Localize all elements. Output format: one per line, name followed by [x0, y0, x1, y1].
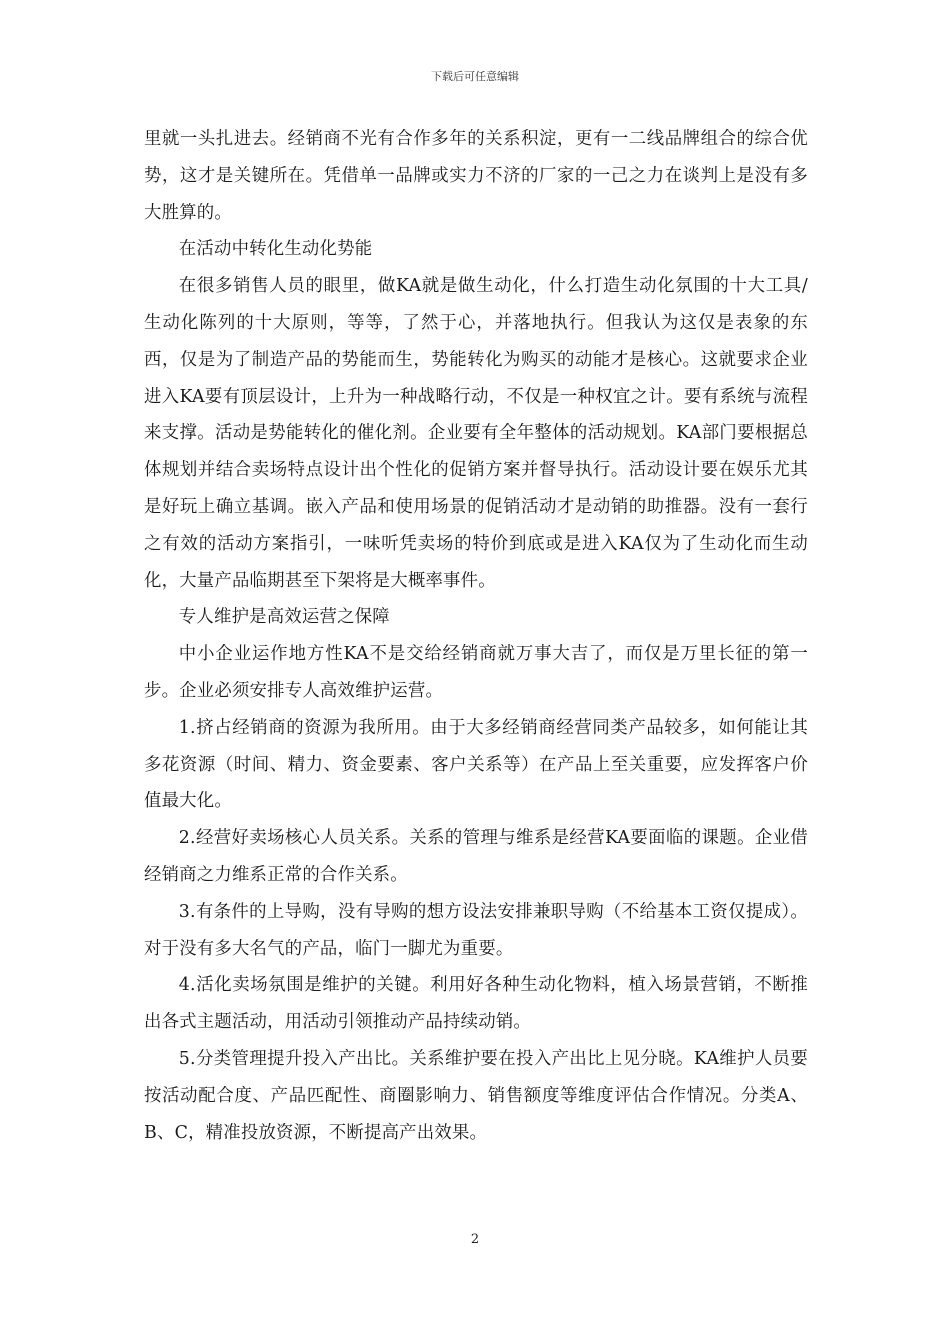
page-header: 下载后可任意编辑 [431, 70, 519, 83]
paragraph-continuation: 里就一头扎进去。经销商不光有合作多年的关系积淀，更有一二线品牌组合的综合优势，这才是关键所在。凭借单一品牌或实力不济的厂家的一己之力在谈判上是没有多大胜算的。 [144, 129, 808, 223]
list-item-5: 5.分类管理提升投入产出比。关系维护要在投入产出比上见分晓。KA维护人员要按活动配合度、产品匹配性、商圈影响力、销售额度等维度评估合作情况。分类A、B、C，精准投放资源，不断提高产出效果。 [144, 1048, 808, 1143]
section-heading-maintenance: 专人维护是高效运营之保障 [178, 607, 390, 628]
list-item-3: 3.有条件的上导购，没有导购的想方设法安排兼职导购（不给基本工资仅提成）。对于没有多大名气的产品，临门一脚尤为重要。 [144, 901, 808, 959]
section-heading-activity: 在活动中转化生动化势能 [178, 239, 373, 260]
document-body [144, 121, 808, 1151]
list-item-1: 1.挤占经销商的资源为我所用。由于大多经销商经营同类产品较多，如何能让其多花资源（时间、精力、资金要素、客户关系等）在产品上至关重要，应发挥客户价值最大化。 [144, 717, 808, 812]
paragraph-activity-body: 在很多销售人员的眼里，做KA就是做生动化，什么打造生动化氛围的十大工具/生动化陈列的十大原则，等等，了然于心，并落地执行。但我认为这仅是表象的东西，仅是为了制造产品的势能而生，势能转化为购买的动能才是核心。这就要求企业进入KA要有顶层设计，上升为一种战略行动，不仅是一种权宜之计。要有系统与流程来支撑。活动是势能转化的催化剂。企业要有全年整体的活动规划。KA部门要根据总体规划并结合卖场特点设计出个性化的促销方案并督导执行。活动设计要在娱乐尤其是好玩上确立基调。嵌入产品和使用场景的促销活动才是动销的助推器。没有一套行之有效的活动方案指引，一味听凭卖场的特价到底或是进入KA仅为了生动化而生动化，大量产品临期甚至下架将是大概率事件。 [144, 276, 808, 591]
list-item-4: 4.活化卖场氛围是维护的关键。利用好各种生动化物料，植入场景营销，不断推出各式主题活动，用活动引领推动产品持续动销。 [144, 975, 808, 1033]
paragraph-maintenance-intro: 中小企业运作地方性KA不是交给经销商就万事大吉了，而仅是万里长征的第一步。企业必须安排专人高效维护运营。 [144, 644, 808, 701]
page-number: 2 [470, 1232, 480, 1247]
list-item-2: 2.经营好卖场核心人员关系。关系的管理与维系是经营KA要面临的课题。企业借经销商之力维系正常的合作关系。 [144, 828, 808, 885]
